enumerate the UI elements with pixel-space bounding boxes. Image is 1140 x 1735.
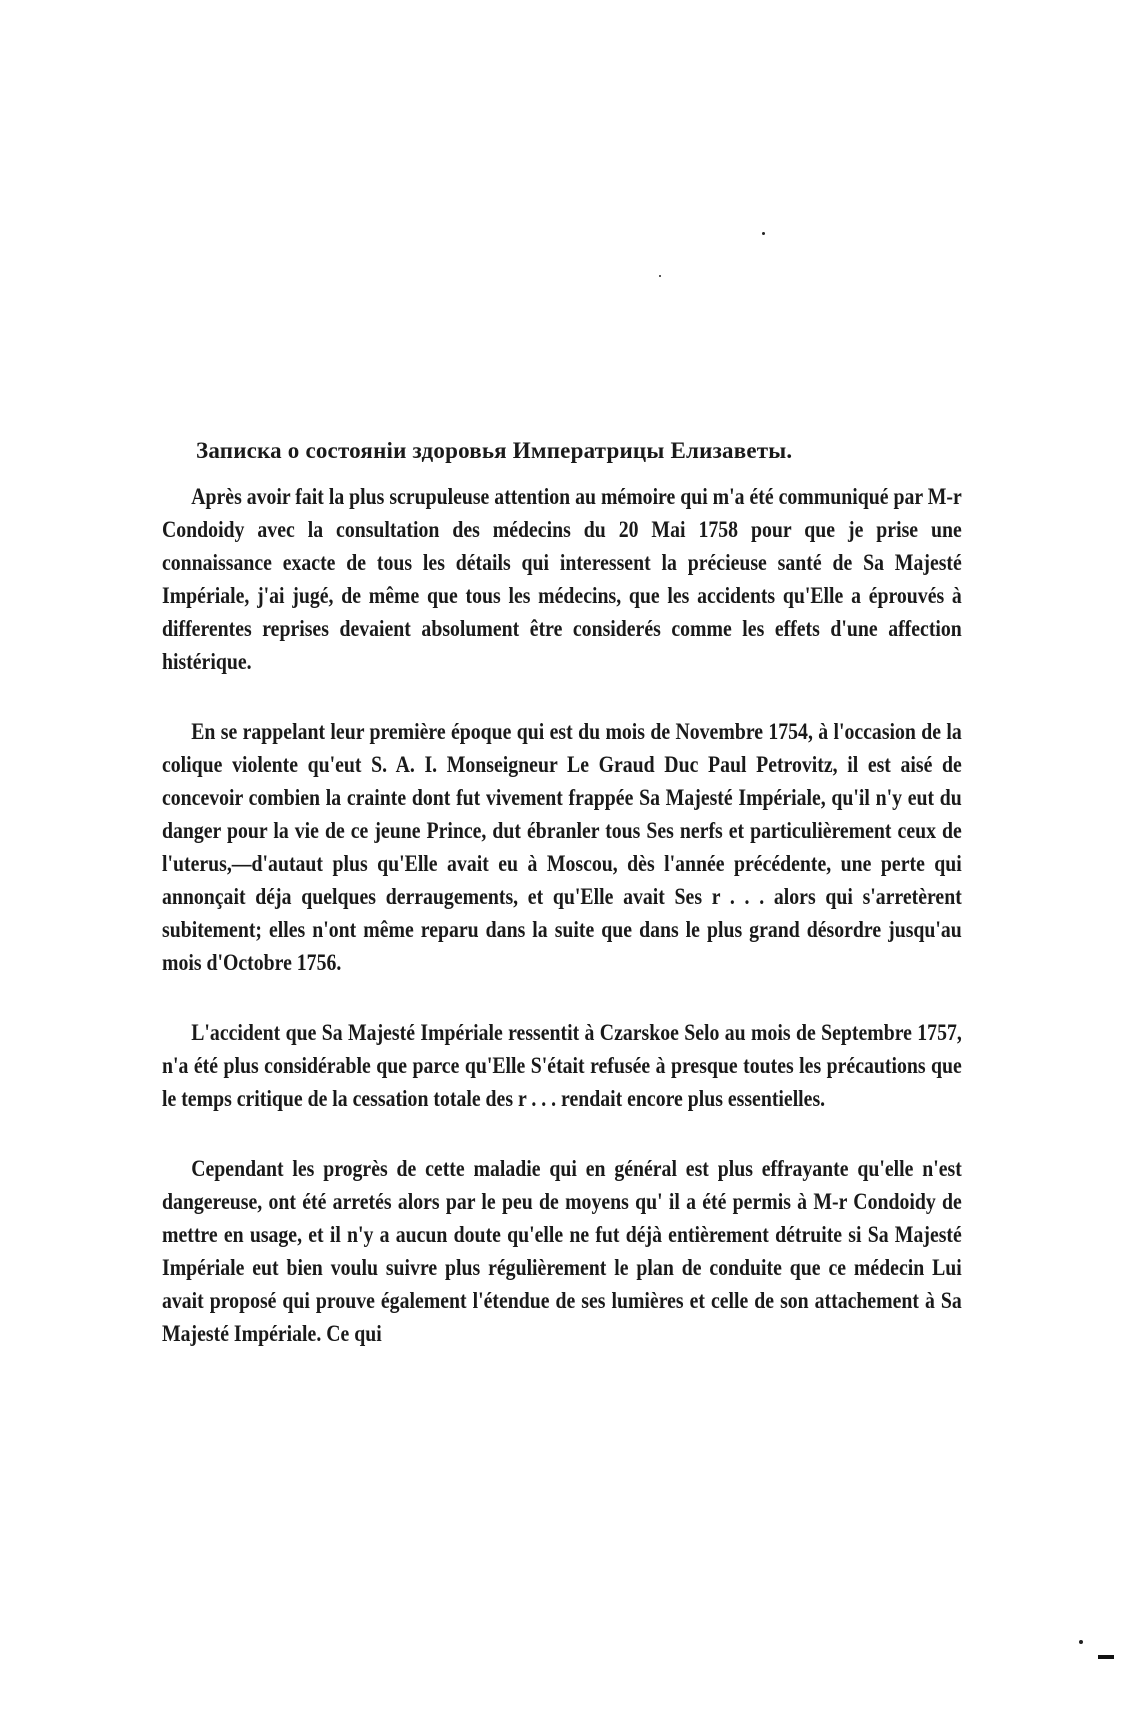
paragraph-1: Après avoir fait la plus scrupuleuse attention au mémoire qui m'a été communiqué par M-r Condoidy avec la consultation des médecins du 20 Mai 1758 pour que je prise une connaissance exacte de tous les détails qui interessent la précieuse santé de Sa Majesté Impériale, j'ai jugé, de même que tous les médecins, que les accidents qu'Elle a éprouvés à differentes reprises devaient absolument être considerés comme les effets d'une affection histérique. [162, 484, 962, 674]
paragraph-3: L'accident que Sa Majesté Impériale ressentit à Czarskoe Selo au mois de Septembre 1757, n'a été plus considérable que parce qu'Elle S'était refusée à presque toutes les précautions que le temps critique de la cessation totale des r . . . rendait encore plus essentielles. [162, 1020, 962, 1111]
scan-speck [1079, 1640, 1083, 1644]
scan-speck [762, 232, 765, 235]
text-block [162, 436, 962, 1350]
paragraph-2: En se rappelant leur première époque qui est du mois de Novembre 1754, à l'occasion de la colique violente qu'eut S. A. I. Monseigneur Le Graud Duc Paul Petrovitz, il est aisé de concevoir combien la crainte dont fut vivement frappée Sa Majesté Impériale, qu'il n'y eut du danger pour la vie de ce jeune Prince, dut ébranler tous Ses nerfs et particulièrement ceux de l'uterus,—d'autaut plus qu'Elle avait eu à Moscou, dès l'année précédente, une perte qui annonçait déja quelques derraugements, et qu'Elle avait Ses r . . . alors qui s'arretèrent subitement; elles n'ont même reparu dans la suite que dans le plus grand désordre jusqu'au mois d'Octobre 1756. [162, 719, 962, 975]
paragraph-4: Cependant les progrès de cette maladie qui en général est plus effrayante qu'elle n'est dangereuse, ont été arretés alors par le peu de moyens qu' il a été permis à M-r Condoidy de mettre en usage, et il n'y a aucun doute qu'elle ne fut déjà entièrement détruite si Sa Majesté Impériale eut bien voulu suivre plus régulièrement le plan de conduite que ce médecin Lui avait proposé qui prouve également l'étendue de ses lumières et celle de son attachement à Sa Majesté Impériale. Ce qui [162, 1156, 962, 1346]
document-heading: Записка о состоянiи здоровья Императрицы Елизаветы. [196, 438, 793, 463]
scan-mark [1098, 1655, 1114, 1659]
scan-speck [659, 275, 661, 277]
